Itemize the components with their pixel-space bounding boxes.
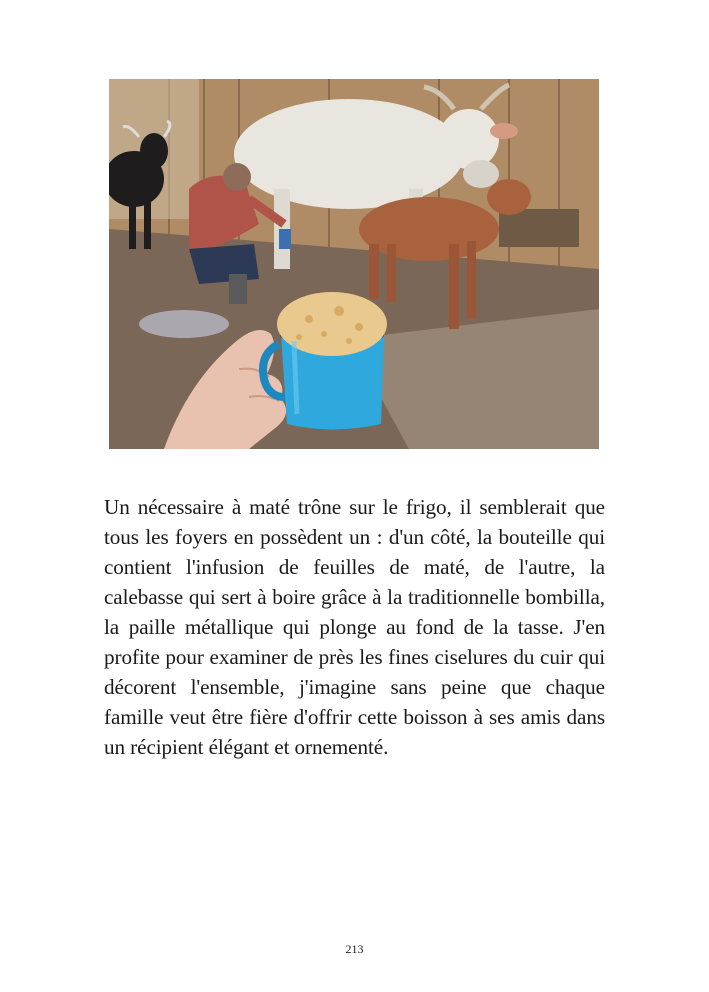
page-number: 213	[345, 942, 364, 956]
puddle	[139, 310, 229, 338]
photo-milking-barn	[109, 79, 599, 449]
body-paragraph: Un nécessaire à maté trône sur le frigo, il semblerait que tous les foyers en possèdent un : d'un côté, la bouteille qui contient l'infusion de feuilles de maté, de l'autre, la calebasse qui sert à boire grâce à la traditionnelle bombilla, la paille métallique qui plonge au fond de la tasse. J'en profite pour examiner de près les fines ciselures du cuir qui décorent l'ensemble, j'imagine sans peine que chaque famille veut être fière d'offrir cette boisson à ses amis dans un récipient élégant et ornementé.	[104, 495, 605, 759]
photo-illustration	[109, 79, 599, 449]
